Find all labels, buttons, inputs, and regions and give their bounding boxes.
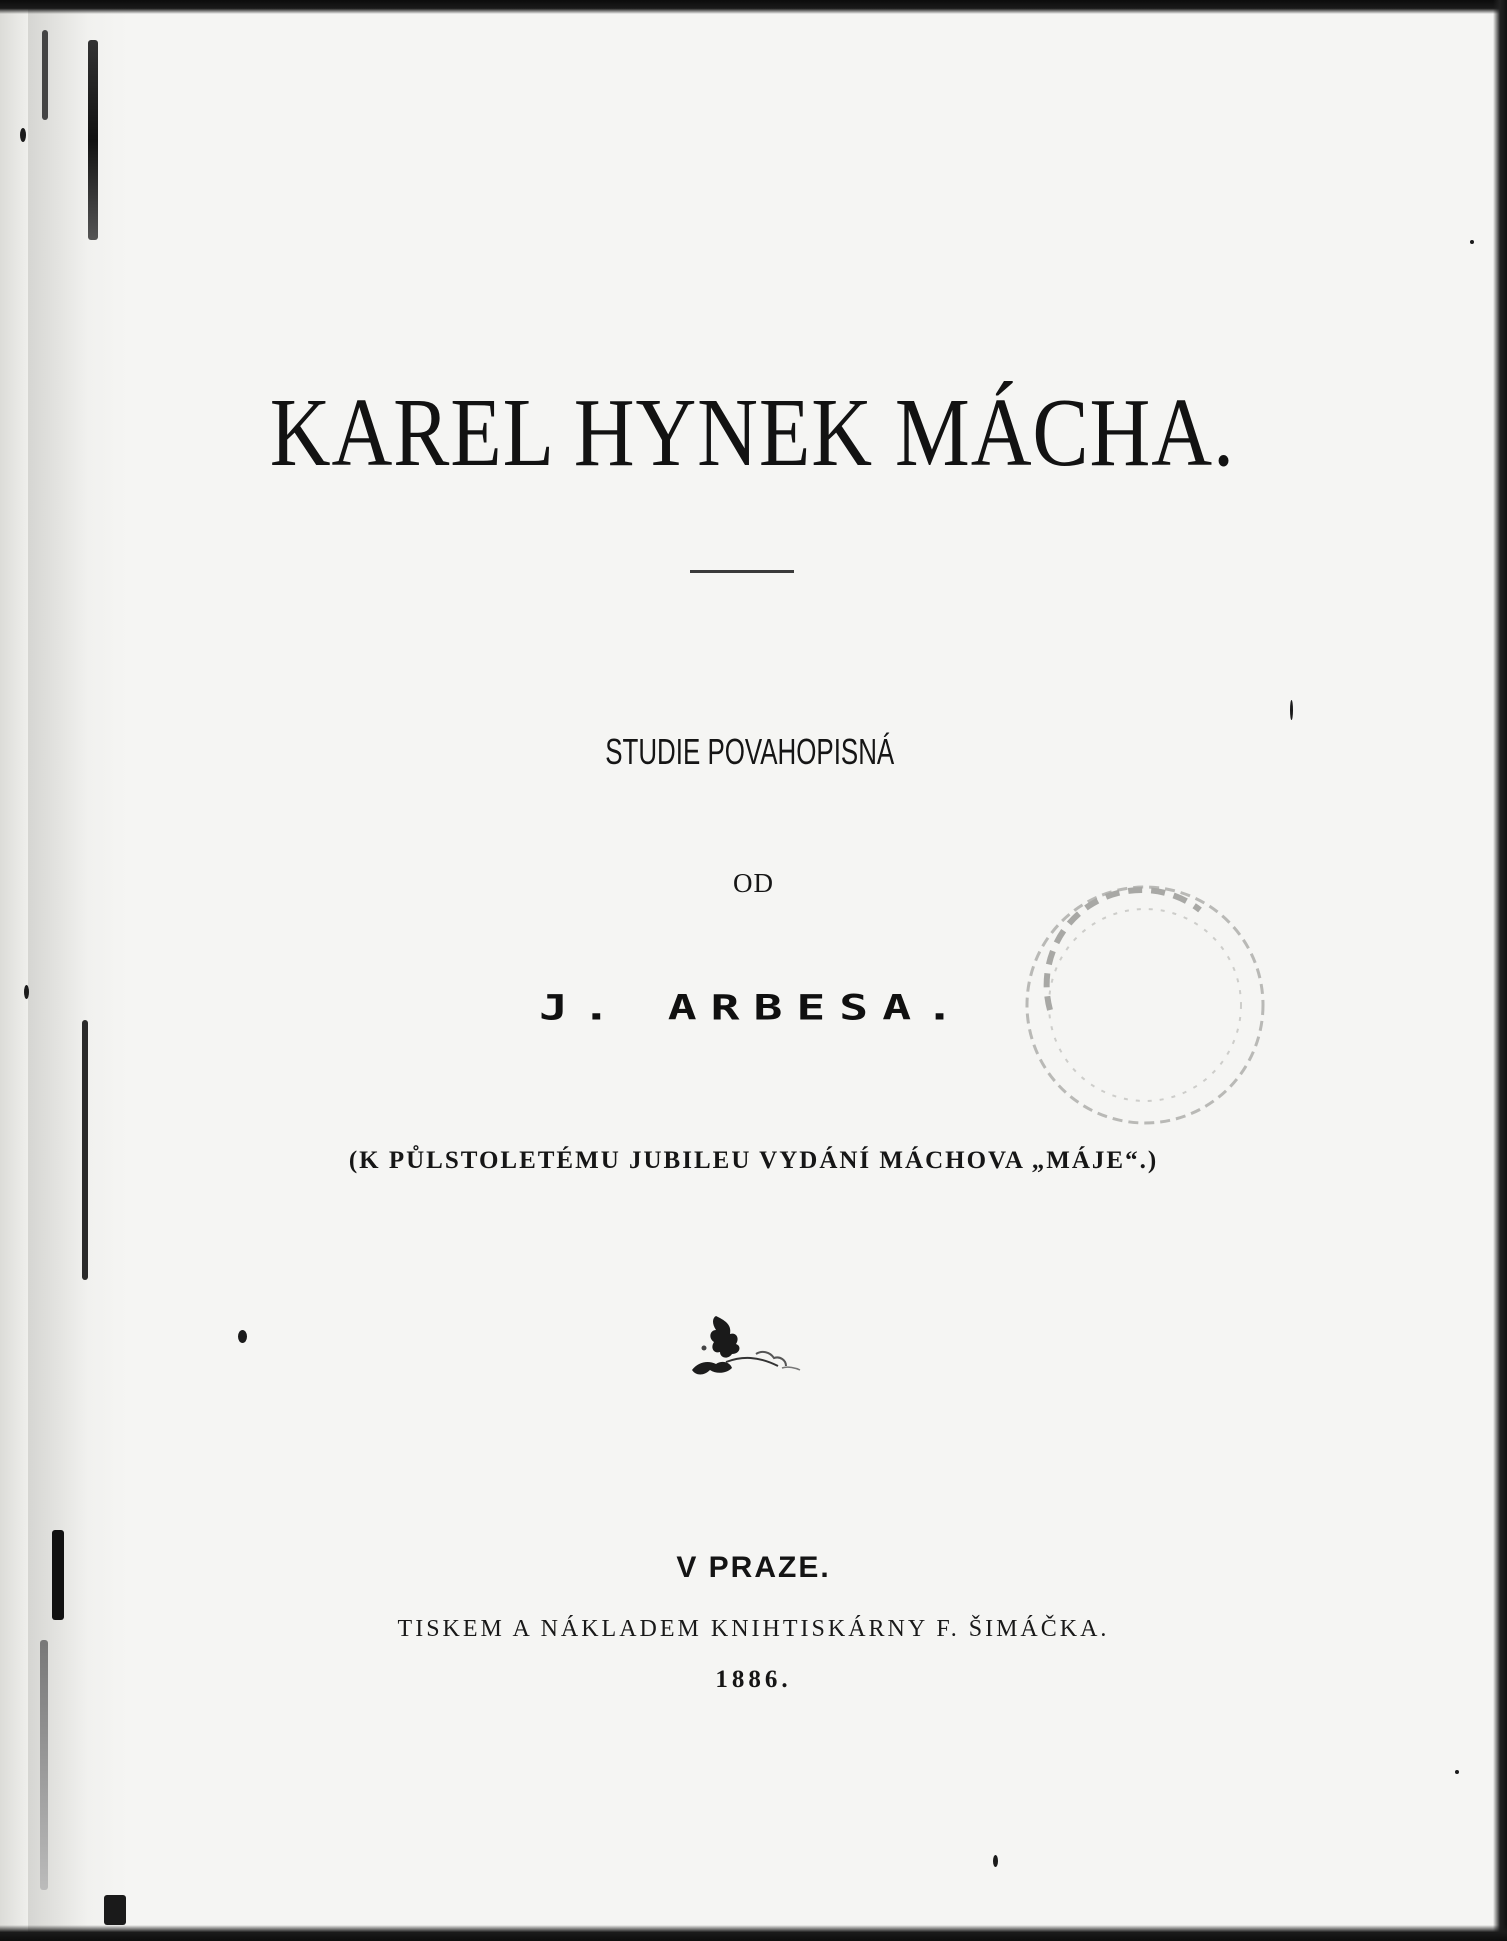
- ink-speck: [238, 1330, 247, 1343]
- author-name: J. ARBESA.: [539, 987, 968, 1029]
- oak-leaf-ornament-icon: [686, 1310, 804, 1380]
- by-line: OD: [733, 868, 774, 898]
- book-title: KAREL HYNEK MÁCHA.: [269, 379, 1235, 487]
- ink-speck: [20, 128, 26, 142]
- scan-left-edge: [0, 0, 28, 1941]
- publication-place: V PRAZE.: [676, 1551, 831, 1584]
- scan-top-edge: [0, 0, 1507, 14]
- ink-speck: [1290, 700, 1293, 720]
- scan-bottom-edge: [0, 1925, 1507, 1941]
- ink-speck: [1455, 1770, 1459, 1774]
- binding-mark: [42, 30, 48, 120]
- binding-mark: [88, 40, 98, 240]
- library-stamp-icon: [1010, 870, 1280, 1140]
- title-rule: [690, 570, 794, 573]
- ink-speck: [1470, 240, 1474, 244]
- dedication-line: (K PŮLSTOLETÉMU JUBILEU VYDÁNÍ MÁCHOVA „MÁJE“.): [348, 1147, 1159, 1174]
- publication-year: 1886.: [715, 1666, 792, 1693]
- scan-right-edge: [1493, 0, 1507, 1941]
- ink-speck: [993, 1855, 998, 1867]
- book-subtitle: STUDIE POVAHOPISNÁ: [605, 731, 895, 772]
- printer-line: TISKEM A NÁKLADEM KNIHTISKÁRNY F. ŠIMÁČKA.: [397, 1616, 1110, 1642]
- binding-mark: [104, 1895, 126, 1925]
